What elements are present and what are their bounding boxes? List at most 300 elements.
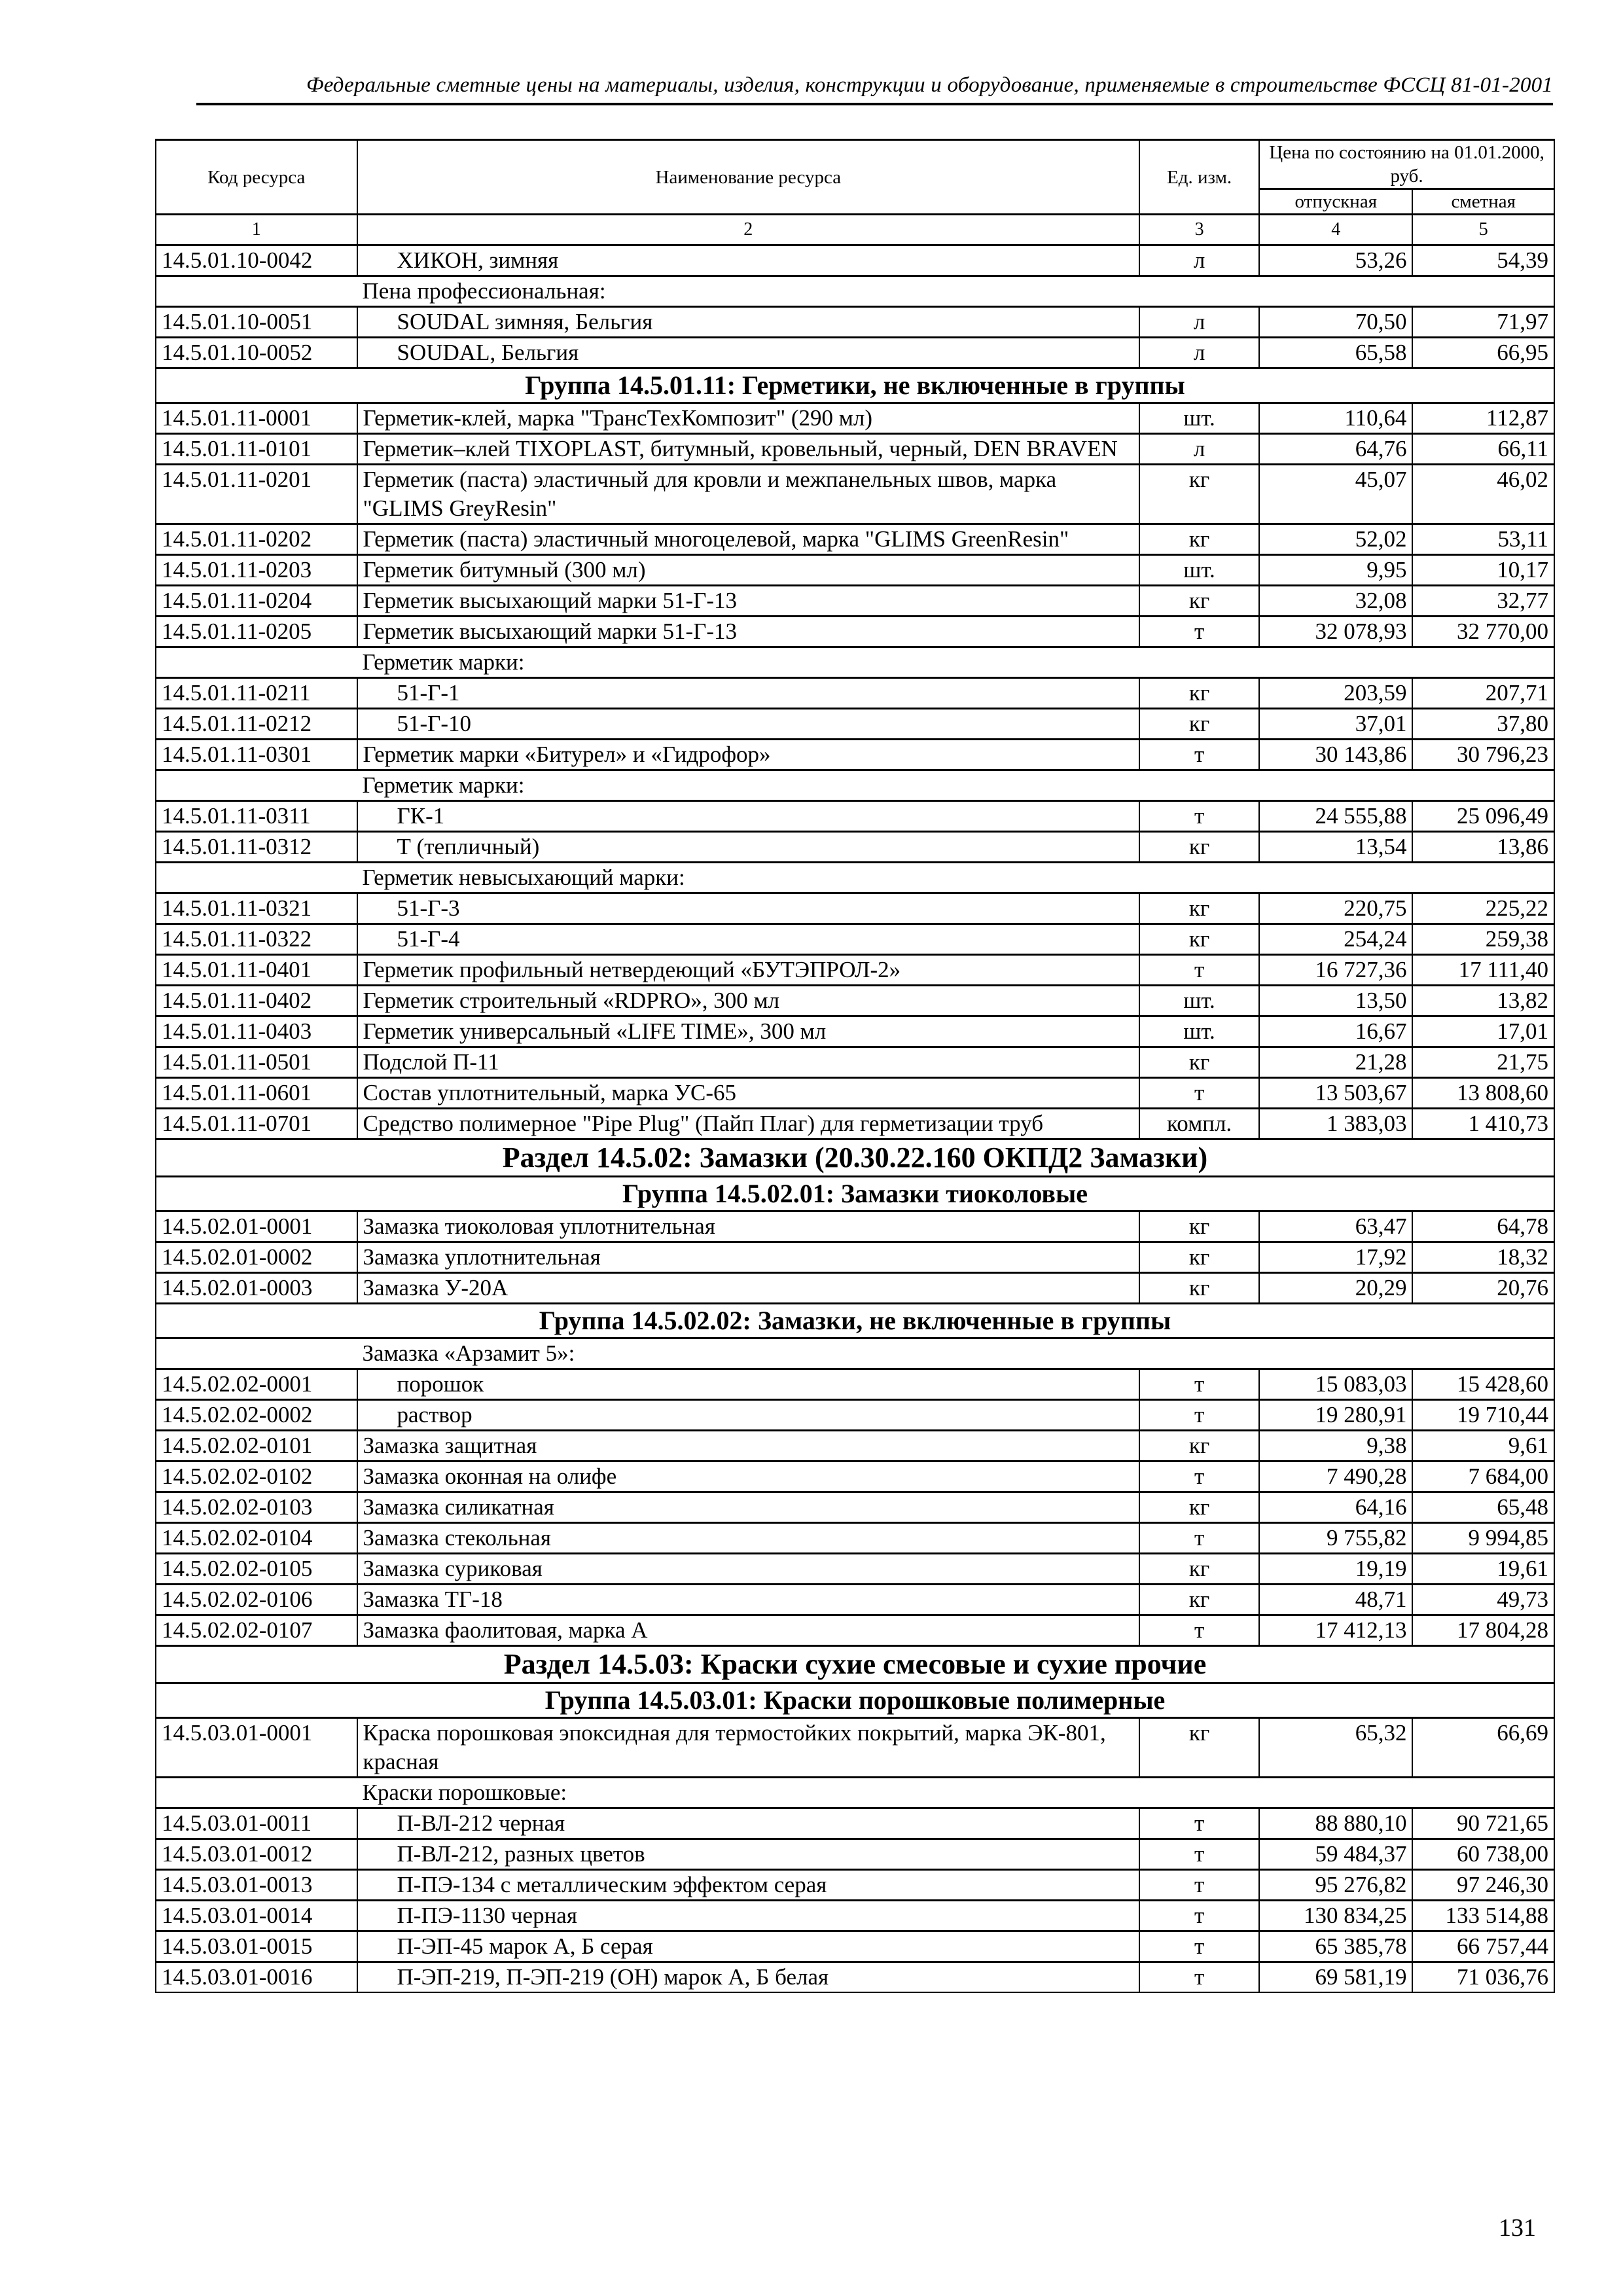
unit: кг — [1139, 1273, 1259, 1304]
column-number: 1 — [156, 215, 357, 245]
price-estimate: 19 710,44 — [1412, 1400, 1554, 1431]
unit: шт. — [1139, 555, 1259, 586]
price-release: 254,24 — [1259, 924, 1412, 955]
resource-code: 14.5.02.02-0103 — [156, 1492, 357, 1523]
price-estimate: 207,71 — [1412, 678, 1554, 709]
unit: кг — [1139, 1211, 1259, 1242]
resource-code: 14.5.02.02-0104 — [156, 1523, 357, 1554]
unit: т — [1139, 1369, 1259, 1400]
table-row — [156, 465, 1554, 524]
price-estimate: 7 684,00 — [1412, 1462, 1554, 1492]
subheading: Пена профессиональная: — [357, 276, 1554, 307]
resource-name-cell — [357, 1931, 1140, 1962]
table-row — [156, 955, 1554, 986]
group-heading-row — [156, 1304, 1554, 1338]
price-estimate: 259,38 — [1412, 924, 1554, 955]
table-row — [156, 1962, 1554, 1993]
resource-name-cell — [357, 740, 1140, 770]
resource-name-cell — [357, 1047, 1140, 1078]
resource-name-cell — [357, 1242, 1140, 1273]
resource-code: 14.5.02.01-0002 — [156, 1242, 357, 1273]
resource-code: 14.5.01.10-0051 — [156, 307, 357, 338]
price-estimate: 54,39 — [1412, 245, 1554, 276]
resource-code: 14.5.01.11-0212 — [156, 709, 357, 740]
resource-name: 51-Г-4 — [397, 926, 460, 952]
price-release: 32,08 — [1259, 586, 1412, 617]
resource-name: П-ПЭ-134 с металлическим эффектом серая — [397, 1872, 827, 1897]
resource-code: 14.5.01.11-0402 — [156, 986, 357, 1016]
resource-name-cell — [357, 1462, 1140, 1492]
price-release: 24 555,88 — [1259, 801, 1412, 832]
resource-name: Состав уплотнительный, марка УС-65 — [363, 1080, 737, 1105]
resource-name-cell — [357, 1870, 1140, 1901]
resource-name-cell — [357, 709, 1140, 740]
price-release: 220,75 — [1259, 893, 1412, 924]
price-release: 9 755,82 — [1259, 1523, 1412, 1554]
unit: кг — [1139, 1585, 1259, 1615]
unit: кг — [1139, 678, 1259, 709]
price-estimate: 90 721,65 — [1412, 1808, 1554, 1839]
resource-name-cell — [357, 434, 1140, 465]
table-row — [156, 1839, 1554, 1870]
header-unit: Ед. изм. — [1139, 140, 1259, 215]
table-row — [156, 1615, 1554, 1646]
price-estimate: 37,80 — [1412, 709, 1554, 740]
table-row — [156, 1808, 1554, 1839]
resource-name-cell — [357, 986, 1140, 1016]
resource-name-cell — [357, 403, 1140, 434]
table-row — [156, 832, 1554, 863]
price-estimate: 30 796,23 — [1412, 740, 1554, 770]
page-number: 131 — [1499, 2214, 1536, 2242]
price-estimate: 19,61 — [1412, 1554, 1554, 1585]
resource-code: 14.5.02.02-0001 — [156, 1369, 357, 1400]
table-row — [156, 986, 1554, 1016]
resource-name: Замазка фаолитовая, марка А — [363, 1617, 648, 1643]
unit: кг — [1139, 1431, 1259, 1462]
price-estimate: 133 514,88 — [1412, 1901, 1554, 1931]
price-release: 7 490,28 — [1259, 1462, 1412, 1492]
group-heading: Группа 14.5.01.11: Герметики, не включенные в группы — [156, 368, 1554, 403]
resource-name: Подслой П-11 — [363, 1049, 499, 1075]
resource-code: 14.5.01.10-0042 — [156, 245, 357, 276]
subheading: Герметик марки: — [357, 770, 1554, 801]
unit: кг — [1139, 893, 1259, 924]
unit: кг — [1139, 709, 1259, 740]
resource-name: ХИКОН, зимняя — [397, 247, 559, 273]
resource-name: Герметик строительный «RDPRO», 300 мл — [363, 988, 780, 1013]
price-release: 63,47 — [1259, 1211, 1412, 1242]
header-price-estimate: сметная — [1412, 189, 1554, 215]
empty-code — [156, 276, 357, 307]
price-release: 53,26 — [1259, 245, 1412, 276]
resource-code: 14.5.02.02-0107 — [156, 1615, 357, 1646]
table-row — [156, 555, 1554, 586]
unit: кг — [1139, 1492, 1259, 1523]
price-estimate: 13 808,60 — [1412, 1078, 1554, 1109]
price-release: 9,38 — [1259, 1431, 1412, 1462]
table-row — [156, 893, 1554, 924]
resource-name: П-ВЛ-212, разных цветов — [397, 1841, 645, 1867]
unit: кг — [1139, 465, 1259, 524]
resource-name-cell — [357, 586, 1140, 617]
price-estimate: 71 036,76 — [1412, 1962, 1554, 1993]
price-estimate: 49,73 — [1412, 1585, 1554, 1615]
table-row — [156, 1901, 1554, 1931]
resource-code: 14.5.01.11-0101 — [156, 434, 357, 465]
price-estimate: 65,48 — [1412, 1492, 1554, 1523]
price-estimate: 66,95 — [1412, 338, 1554, 368]
column-number-row — [156, 215, 1554, 245]
price-release: 32 078,93 — [1259, 617, 1412, 647]
resource-name: Герметик битумный (300 мл) — [363, 557, 646, 583]
resource-code: 14.5.03.01-0011 — [156, 1808, 357, 1839]
table-row — [156, 1492, 1554, 1523]
unit: кг — [1139, 924, 1259, 955]
price-estimate: 64,78 — [1412, 1211, 1554, 1242]
resource-code: 14.5.01.11-0205 — [156, 617, 357, 647]
resource-code: 14.5.03.01-0001 — [156, 1718, 357, 1778]
resource-code: 14.5.02.02-0002 — [156, 1400, 357, 1431]
unit: кг — [1139, 1554, 1259, 1585]
resource-name-cell — [357, 1554, 1140, 1585]
price-release: 15 083,03 — [1259, 1369, 1412, 1400]
price-release: 65,58 — [1259, 338, 1412, 368]
resource-code: 14.5.01.11-0701 — [156, 1109, 357, 1139]
resource-code: 14.5.03.01-0015 — [156, 1931, 357, 1962]
unit: т — [1139, 740, 1259, 770]
group-heading-row — [156, 1683, 1554, 1718]
resource-code: 14.5.02.02-0101 — [156, 1431, 357, 1462]
price-release: 70,50 — [1259, 307, 1412, 338]
resource-name: П-ПЭ-1130 черная — [397, 1903, 577, 1928]
column-number: 5 — [1412, 215, 1554, 245]
table-row — [156, 924, 1554, 955]
unit: т — [1139, 1931, 1259, 1962]
unit: шт. — [1139, 403, 1259, 434]
subheading: Герметик марки: — [357, 647, 1554, 678]
price-estimate: 20,76 — [1412, 1273, 1554, 1304]
table-row — [156, 1242, 1554, 1273]
resource-name-cell — [357, 1901, 1140, 1931]
price-release: 20,29 — [1259, 1273, 1412, 1304]
table-row — [156, 1931, 1554, 1962]
unit: т — [1139, 1462, 1259, 1492]
resource-name: Замазка стекольная — [363, 1525, 552, 1551]
unit: т — [1139, 1839, 1259, 1870]
resource-name: SOUDAL, Бельгия — [397, 340, 579, 365]
resource-name-cell — [357, 1492, 1140, 1523]
unit: кг — [1139, 1718, 1259, 1778]
table-row — [156, 1585, 1554, 1615]
resource-name: Герметик высыхающий марки 51-Г-13 — [363, 588, 737, 613]
resource-name-cell — [357, 1211, 1140, 1242]
resource-name: Герметик универсальный «LIFE TIME», 300 мл — [363, 1018, 827, 1044]
resource-code: 14.5.03.01-0014 — [156, 1901, 357, 1931]
price-release: 65 385,78 — [1259, 1931, 1412, 1962]
unit: т — [1139, 1962, 1259, 1993]
resource-name: Замазка оконная на олифе — [363, 1463, 617, 1489]
price-estimate: 97 246,30 — [1412, 1870, 1554, 1901]
price-release: 45,07 — [1259, 465, 1412, 524]
price-release: 110,64 — [1259, 403, 1412, 434]
unit: т — [1139, 1870, 1259, 1901]
price-estimate: 66 757,44 — [1412, 1931, 1554, 1962]
price-estimate: 17 804,28 — [1412, 1615, 1554, 1646]
resource-name: П-ВЛ-212 черная — [397, 1810, 565, 1836]
price-table — [155, 139, 1555, 1993]
price-release: 19,19 — [1259, 1554, 1412, 1585]
table-row — [156, 1718, 1554, 1778]
subheading-row — [156, 1778, 1554, 1808]
resource-name-cell — [357, 801, 1140, 832]
subheading-row — [156, 276, 1554, 307]
price-release: 37,01 — [1259, 709, 1412, 740]
price-estimate: 13,82 — [1412, 986, 1554, 1016]
table-row — [156, 709, 1554, 740]
resource-name-cell — [357, 1718, 1140, 1778]
section-heading: Раздел 14.5.03: Краски сухие смесовые и сухие прочие — [156, 1646, 1554, 1683]
table-row — [156, 1016, 1554, 1047]
subheading-row — [156, 647, 1554, 678]
table-row — [156, 1554, 1554, 1585]
running-head: Федеральные сметные цены на материалы, изделия, конструкции и оборудование, применяемые в строительстве ФССЦ 81-01-2001 — [306, 73, 1553, 97]
resource-name: 51-Г-3 — [397, 895, 460, 921]
header-price-group: Цена по состоянию на 01.01.2000, руб. — [1259, 140, 1554, 189]
resource-name: Герметик–клей TIXOPLAST, битумный, кровельный, черный, DEN BRAVEN — [363, 436, 1118, 461]
section-heading: Раздел 14.5.02: Замазки (20.30.22.160 ОКПД2 Замазки) — [156, 1139, 1554, 1177]
resource-code: 14.5.03.01-0013 — [156, 1870, 357, 1901]
price-estimate: 225,22 — [1412, 893, 1554, 924]
table-row — [156, 434, 1554, 465]
resource-name: раствор — [397, 1402, 473, 1427]
group-heading: Группа 14.5.02.02: Замазки, не включенные в группы — [156, 1304, 1554, 1338]
resource-name-cell — [357, 555, 1140, 586]
unit: л — [1139, 307, 1259, 338]
price-release: 48,71 — [1259, 1585, 1412, 1615]
resource-name-cell — [357, 1962, 1140, 1993]
price-estimate: 1 410,73 — [1412, 1109, 1554, 1139]
resource-name-cell — [357, 465, 1140, 524]
price-estimate: 53,11 — [1412, 524, 1554, 555]
price-release: 59 484,37 — [1259, 1839, 1412, 1870]
resource-name: П-ЭП-45 марок А, Б серая — [397, 1933, 653, 1959]
resource-code: 14.5.01.11-0312 — [156, 832, 357, 863]
header-code: Код ресурса — [156, 140, 357, 215]
resource-name-cell — [357, 617, 1140, 647]
resource-name-cell — [357, 832, 1140, 863]
price-estimate: 112,87 — [1412, 403, 1554, 434]
price-estimate: 25 096,49 — [1412, 801, 1554, 832]
unit: кг — [1139, 832, 1259, 863]
subheading-row — [156, 770, 1554, 801]
resource-code: 14.5.01.11-0322 — [156, 924, 357, 955]
unit: компл. — [1139, 1109, 1259, 1139]
resource-name-cell — [357, 1615, 1140, 1646]
subheading-row — [156, 863, 1554, 893]
price-release: 13,54 — [1259, 832, 1412, 863]
price-release: 17,92 — [1259, 1242, 1412, 1273]
table-row — [156, 1870, 1554, 1901]
price-release: 1 383,03 — [1259, 1109, 1412, 1139]
resource-code: 14.5.01.11-0601 — [156, 1078, 357, 1109]
empty-code — [156, 863, 357, 893]
resource-name: Замазка силикатная — [363, 1494, 554, 1520]
price-estimate: 32 770,00 — [1412, 617, 1554, 647]
group-heading: Группа 14.5.02.01: Замазки тиоколовые — [156, 1177, 1554, 1211]
empty-code — [156, 647, 357, 678]
resource-code: 14.5.01.10-0052 — [156, 338, 357, 368]
unit: кг — [1139, 1242, 1259, 1273]
unit: т — [1139, 1078, 1259, 1109]
price-release: 130 834,25 — [1259, 1901, 1412, 1931]
price-release: 52,02 — [1259, 524, 1412, 555]
table-row — [156, 1369, 1554, 1400]
resource-name: 51-Г-1 — [397, 680, 460, 706]
table-row — [156, 1462, 1554, 1492]
resource-name: Герметик профильный нетвердеющий «БУТЭПРОЛ-2» — [363, 957, 901, 982]
price-estimate: 15 428,60 — [1412, 1369, 1554, 1400]
resource-name: Герметик марки «Битурел» и «Гидрофор» — [363, 742, 771, 767]
resource-code: 14.5.03.01-0016 — [156, 1962, 357, 1993]
resource-name-cell — [357, 1273, 1140, 1304]
resource-name-cell — [357, 1585, 1140, 1615]
table-row — [156, 801, 1554, 832]
resource-code: 14.5.02.01-0003 — [156, 1273, 357, 1304]
resource-name-cell — [357, 1400, 1140, 1431]
table-row — [156, 307, 1554, 338]
resource-code: 14.5.01.11-0001 — [156, 403, 357, 434]
section-heading-row — [156, 1646, 1554, 1683]
header-rule — [196, 103, 1553, 105]
price-estimate: 66,11 — [1412, 434, 1554, 465]
price-release: 16 727,36 — [1259, 955, 1412, 986]
unit: т — [1139, 1808, 1259, 1839]
resource-name-cell — [357, 1016, 1140, 1047]
resource-name: Герметик высыхающий марки 51-Г-13 — [363, 619, 737, 644]
price-estimate: 60 738,00 — [1412, 1839, 1554, 1870]
unit: кг — [1139, 586, 1259, 617]
resource-name: Замазка уплотнительная — [363, 1244, 601, 1270]
price-estimate: 17,01 — [1412, 1016, 1554, 1047]
header-price-release: отпускная — [1259, 189, 1412, 215]
column-number: 4 — [1259, 215, 1412, 245]
resource-name-cell — [357, 245, 1140, 276]
resource-name-cell — [357, 307, 1140, 338]
resource-name: Средство полимерное "Pipe Plug" (Пайп Плаг) для герметизации труб — [363, 1111, 1044, 1136]
price-release: 95 276,82 — [1259, 1870, 1412, 1901]
resource-name: SOUDAL зимняя, Бельгия — [397, 309, 653, 334]
subheading: Краски порошковые: — [357, 1778, 1554, 1808]
unit: л — [1139, 245, 1259, 276]
resource-code: 14.5.01.11-0501 — [156, 1047, 357, 1078]
resource-code: 14.5.03.01-0012 — [156, 1839, 357, 1870]
resource-name: Замазка защитная — [363, 1433, 537, 1458]
column-number: 3 — [1139, 215, 1259, 245]
price-estimate: 9 994,85 — [1412, 1523, 1554, 1554]
price-estimate: 17 111,40 — [1412, 955, 1554, 986]
resource-name: Замазка У-20А — [363, 1275, 508, 1300]
table-row — [156, 1109, 1554, 1139]
table-row — [156, 1047, 1554, 1078]
resource-code: 14.5.02.02-0106 — [156, 1585, 357, 1615]
table-row — [156, 617, 1554, 647]
resource-name-cell — [357, 338, 1140, 368]
resource-name: Герметик-клей, марка "ТрансТехКомпозит" (290 мл) — [363, 405, 873, 431]
unit: шт. — [1139, 986, 1259, 1016]
unit: л — [1139, 434, 1259, 465]
empty-code — [156, 1778, 357, 1808]
unit: кг — [1139, 1047, 1259, 1078]
resource-name-cell — [357, 1808, 1140, 1839]
unit: л — [1139, 338, 1259, 368]
resource-code: 14.5.01.11-0202 — [156, 524, 357, 555]
price-release: 13,50 — [1259, 986, 1412, 1016]
resource-code: 14.5.01.11-0201 — [156, 465, 357, 524]
resource-code: 14.5.01.11-0211 — [156, 678, 357, 709]
resource-name-cell — [357, 524, 1140, 555]
column-number: 2 — [357, 215, 1140, 245]
resource-name: ГК-1 — [397, 803, 445, 829]
unit: т — [1139, 1523, 1259, 1554]
price-release: 88 880,10 — [1259, 1808, 1412, 1839]
price-estimate: 46,02 — [1412, 465, 1554, 524]
resource-code: 14.5.01.11-0403 — [156, 1016, 357, 1047]
group-heading-row — [156, 368, 1554, 403]
resource-name: Герметик (паста) эластичный для кровли и межпанельных швов, марка "GLIMS GreyResin" — [363, 467, 1057, 521]
table-row — [156, 1078, 1554, 1109]
resource-name-cell — [357, 1839, 1140, 1870]
unit: т — [1139, 617, 1259, 647]
table-row — [156, 338, 1554, 368]
unit: т — [1139, 801, 1259, 832]
price-release: 65,32 — [1259, 1718, 1412, 1778]
table-row — [156, 403, 1554, 434]
price-estimate: 9,61 — [1412, 1431, 1554, 1462]
resource-name-cell — [357, 1078, 1140, 1109]
price-release: 30 143,86 — [1259, 740, 1412, 770]
price-estimate: 32,77 — [1412, 586, 1554, 617]
resource-code: 14.5.01.11-0203 — [156, 555, 357, 586]
resource-name: П-ЭП-219, П-ЭП-219 (ОН) марок А, Б белая — [397, 1964, 829, 1990]
table-body — [156, 245, 1554, 1993]
table-row — [156, 1523, 1554, 1554]
resource-name-cell — [357, 893, 1140, 924]
empty-code — [156, 1338, 357, 1369]
resource-name-cell — [357, 1431, 1140, 1462]
unit: шт. — [1139, 1016, 1259, 1047]
resource-name-cell — [357, 1523, 1140, 1554]
resource-name-cell — [357, 924, 1140, 955]
table-row — [156, 678, 1554, 709]
resource-name: Краска порошковая эпоксидная для термостойких покрытий, марка ЭК-801, красная — [363, 1720, 1106, 1774]
resource-name: 51-Г-10 — [397, 711, 472, 736]
price-release: 13 503,67 — [1259, 1078, 1412, 1109]
resource-name: Замазка суриковая — [363, 1556, 543, 1581]
price-release: 69 581,19 — [1259, 1962, 1412, 1993]
table-row — [156, 740, 1554, 770]
empty-code — [156, 770, 357, 801]
price-release: 17 412,13 — [1259, 1615, 1412, 1646]
resource-name: Герметик (паста) эластичный многоцелевой, марка "GLIMS GreenResin" — [363, 526, 1069, 552]
price-release: 16,67 — [1259, 1016, 1412, 1047]
subheading: Замазка «Арзамит 5»: — [357, 1338, 1554, 1369]
price-estimate: 10,17 — [1412, 555, 1554, 586]
price-estimate: 13,86 — [1412, 832, 1554, 863]
price-release: 21,28 — [1259, 1047, 1412, 1078]
section-heading-row — [156, 1139, 1554, 1177]
unit: т — [1139, 1615, 1259, 1646]
